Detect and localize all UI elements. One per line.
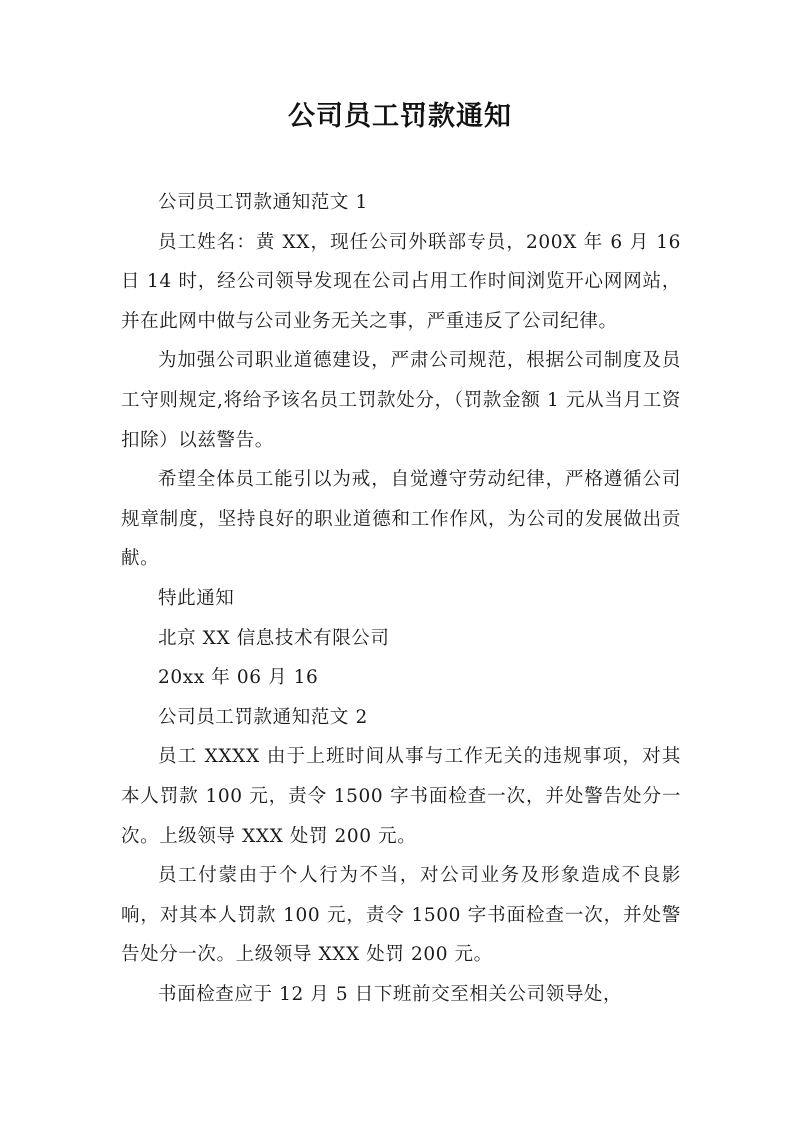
section-heading-2: 公司员工罚款通知范文 2 — [158, 706, 368, 728]
company-name: 北京 XX 信息技术有限公司 — [158, 627, 390, 649]
paragraph-penalty-2: 员工付蒙由于个人行为不当，对公司业务及形象造成不良影响，对其本人罚款 100 元，责令 1500 字书面检查一次，并处警告处分一次。上级领导 XXX 处罚 200 元。 — [121, 865, 681, 966]
notice-date: 20xx 年 06 月 16 — [158, 667, 319, 689]
paragraph-deadline: 书面检查应于 12 月 5 日下班前交至相关公司领导处， — [158, 983, 623, 1005]
paragraph-penalty-1: 员工 XXXX 由于上班时间从事与工作无关的违规事项，对其本人罚款 100 元，责令 1500 字书面检查一次，并处警告处分一次。上级领导 XXX 处罚 200 元。 — [121, 746, 681, 847]
closing-notice: 特此通知 — [158, 587, 235, 609]
paragraph-warning: 希望全体员工能引以为戒，自觉遵守劳动纪律，严格遵循公司规章制度，坚持良好的职业道德和工作作风，为公司的发展做出贡献。 — [121, 469, 681, 570]
document-body — [121, 183, 681, 1014]
paragraph-penalty-decision: 为加强公司职业道德建设，严肃公司规范，根据公司制度及员工守则规定,将给予该名员工罚款处分，（罚款金额 1 元从当月工资扣除）以兹警告。 — [121, 350, 681, 451]
paragraph-employee-info: 员工姓名：黄 XX，现任公司外联部专员，200X 年 6 月 16 日 14 时，经公司领导发现在公司占用工作时间浏览开心网网站，并在此网中做与公司业务无关之事，严重违反了公司纪律。 — [121, 231, 681, 332]
section-heading-1: 公司员工罚款通知范文 1 — [158, 192, 368, 213]
document-title: 公司员工罚款通知 — [288, 101, 512, 132]
